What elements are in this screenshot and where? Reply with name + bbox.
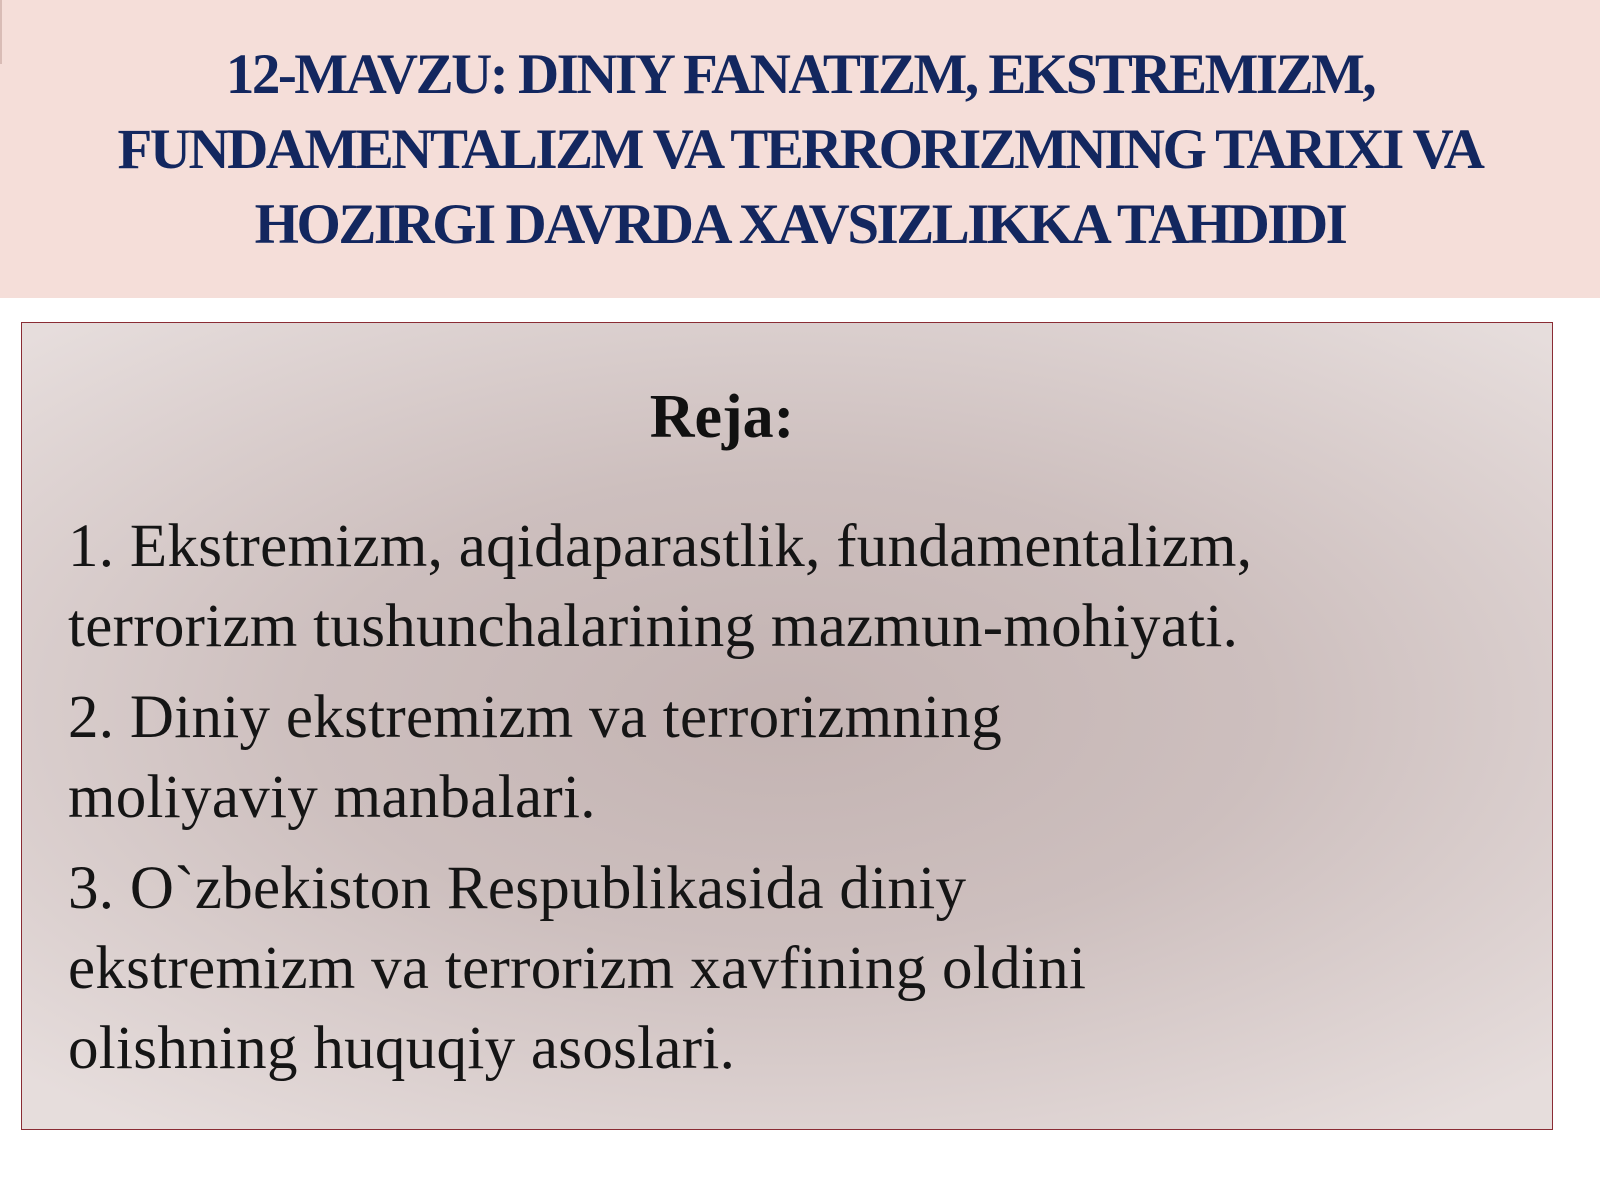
title-line: HOZIRGI DAVRDA XAVSIZLIKKA TAHDIDI [254,192,1346,256]
plan-item-line: olishning huquqiy asoslari. [68,1015,736,1082]
plan-item-line: terrorizm tushunchalarining mazmun-mohiyati. [68,593,1239,660]
plan-box [21,322,1553,1130]
plan-list [68,507,1538,1100]
plan-item-3 [68,849,1538,1089]
plan-item-1 [68,507,1538,667]
plan-heading: Reja: [649,383,795,451]
plan-item-line: 3. O`zbekiston Respublikasida diniy [68,855,967,922]
title-line: 12-MAVZU: DINIY FANATIZM, EKSTREMIZM, [225,42,1375,106]
title-line: FUNDAMENTALIZM VA TERRORIZMNING TARIXI VA [117,117,1483,181]
plan-item-line: ekstremizm va terrorizm xavfining oldini [68,935,1087,1002]
plan-item-2 [68,678,1538,838]
title-band [0,0,1600,298]
plan-item-line: 2. Diniy ekstremizm va terrorizmning [68,684,1003,751]
band-edge-mark [0,0,2,64]
plan-item-line: 1. Ekstremizm, aqidaparastlik, fundamentalizm, [68,513,1253,580]
plan-item-line: moliyaviy manbalari. [68,764,596,831]
slide-title [20,37,1580,262]
